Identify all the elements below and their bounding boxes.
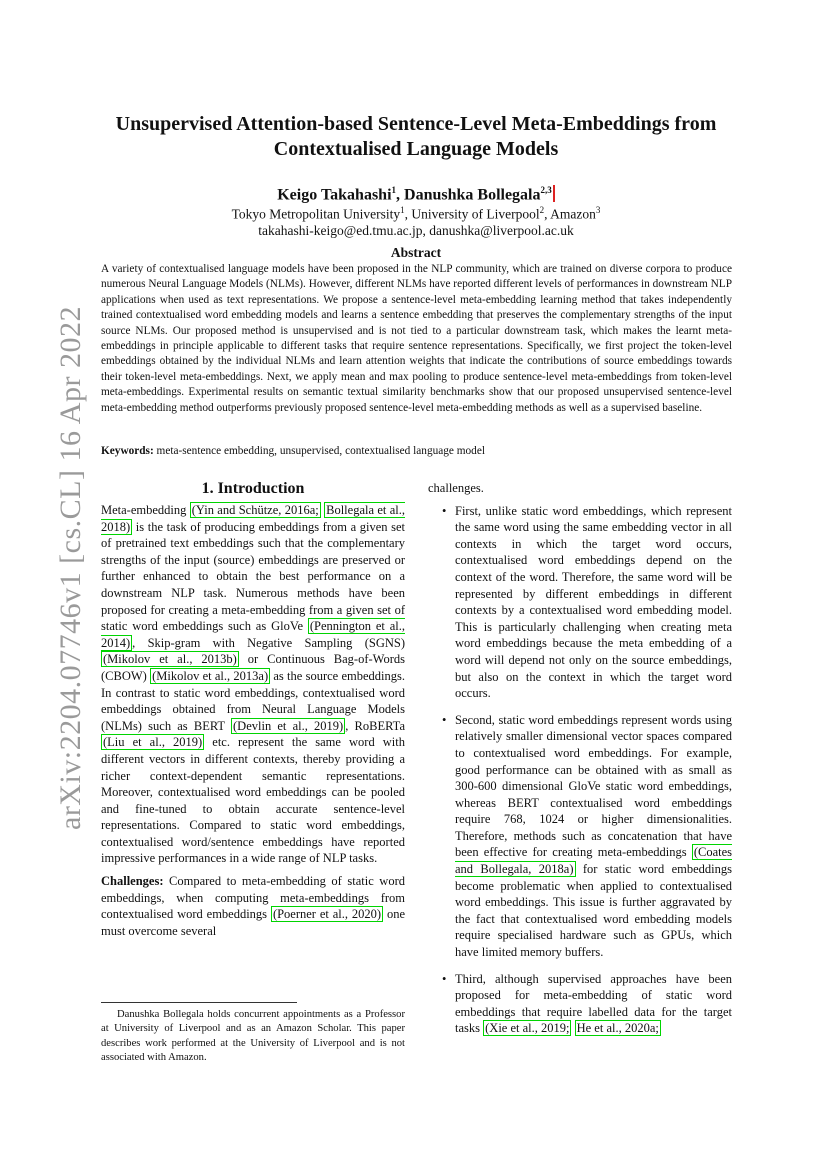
affiliation-3: , Amazon [544,206,596,222]
text-run: is the task of producing embeddings from a given set of pretrained text embeddings such that the complementary strengths of the input (source) embeddings are preserved or further enhanced to obtain the best performance on a downstream NLP task. Numerous methods have been proposed for creating a meta-embedding from a given set of static word embeddings such as GloVe [101,519,405,634]
citation-link[interactable]: (Yin and Schütze, 2016a; [191,503,319,517]
citation-link[interactable]: (Liu et al., 2019) [103,735,203,750]
paper-title: Unsupervised Attention-based Sentence-Level Meta-Embeddings from Contextualised Language Models [115,113,717,160]
abstract-text: A variety of contextualised language models have been proposed in the NLP community, which are trained on diverse corpora to produce numerous Neural Language Models (NLMs). However, different NLMs have reported different levels of performances in downstream NLP applications when used as text representations. We propose a sentence-level meta-embedding learning method that takes independently trained contextualised word embedding models and learns a sentence embedding that preserves the complementary strengths of the input source NLMs. Our proposed method is unsupervised and is not tied to a particular downstream task, which makes the learnt meta-embeddings in principle applicable to different tasks that require sentence representations. Specifically, we first project the token-level embeddings obtained by the individual NLMs and learn attention weights that indicate the contributions of source embeddings towards their token-level meta-embeddings. Next, we apply mean and max pooling to produce sentence-level meta-embeddings from token-level meta-embeddings. Experimental results on semantic textual similarity benchmarks show that our proposed unsupervised sentence-level meta-embedding method outperforms previously proposed sentence-level meta-embedding methods as well as a supervised baseline. [101,263,732,414]
citation-link[interactable]: (Devlin et al., 2019) [233,718,344,733]
affiliation-1-mark: 1 [400,205,405,215]
citation-link[interactable]: (Xie et al., 2019; [485,1021,570,1036]
author-1: Keigo Takahashi [277,186,392,204]
abstract-heading: Abstract [390,245,442,260]
challenges-list [428,503,732,1037]
citation-link[interactable]: (Mikolov et al., 2013a) [152,668,269,683]
author-2: Danushka Bollegala [404,186,541,204]
text-run: Third, although supervised approaches have been proposed for meta-embedding of static word embeddings that require labelled data for the target tasks [455,971,732,1036]
citation-link[interactable]: He et al., 2020a; [576,1021,659,1036]
text-run: Meta-embedding [101,503,190,517]
citation-link[interactable]: Bollegala et al., 2018) [101,503,405,534]
section-heading-introduction: 1. Introduction [201,480,305,497]
affiliation-3-mark: 3 [595,205,601,215]
arxiv-side-stamp [18,306,87,830]
author-separator: , [396,186,405,204]
arxiv-identifier: arXiv:2204.07746v1 [cs.CL] 16 Apr 2022 [54,306,87,830]
challenges-label: Challenges: [101,874,164,889]
affiliation-2-mark: 2 [539,205,545,215]
author-line [100,185,732,204]
right-column [428,480,732,1047]
text-run: as the source embeddings. In contrast to static word embeddings, contextualised word embeddings obtained from Neural Language Models (NLMs) such as BERT [101,668,405,733]
list-item [428,971,732,1037]
text-run: one must overcome several [101,907,405,938]
author-2-affiliation-mark: 2,3 [540,185,552,195]
affiliation-1: Tokyo Metropolitan University [231,206,401,222]
text-run: etc. represent the same word with different vectors in different contexts, thereby providing a richer context-dependent semantic representations. Moreover, contextualised word embeddings can be pooled and fine-tuned to obtain accurate sentence-level representations. Compared to static word embeddings, contextualised word/sentence embeddings have reported impressive performances in a wide range of NLP tasks. [101,735,405,866]
author-emails: takahashi-keigo@ed.tmu.ac.jp, danushka@liverpool.ac.uk [258,223,574,238]
affiliation-2: , University of Liverpool [404,206,540,222]
keywords-label: Keywords: [101,445,154,457]
intro-paragraph-1 [101,502,405,867]
left-column [101,480,405,945]
keywords-text: meta-sentence embedding, unsupervised, contextualised language model [153,445,485,457]
text-run: Compared to meta-embedding of static word embeddings, when computing meta-embeddings from contextualised word embeddings [101,874,405,922]
text-run: for static word embeddings become problematic when applied to contextualised word embeddings. This issue is further aggravated by the fact that contextualised word embedding models require specialised hardware such as GPUs, which have limited memory buffers. [455,862,732,960]
bullet-icon: • [442,503,447,518]
text-cursor [553,185,555,202]
citation-link[interactable]: (Coates and Bollegala, 2018a) [455,845,732,877]
footnote: Danushka Bollegala holds concurrent appointments as a Professor at University of Liverpool and as an Amazon Scholar. This paper describes work performed at the University of Liverpool and is not associated with Amazon. [101,1009,405,1064]
affiliations [100,205,732,223]
footnote-divider [101,1002,297,1003]
author-1-affiliation-mark: 1 [391,185,397,195]
text-run: Second, static word embeddings represent words using relatively smaller dimensional vector spaces compared to contextualised word embeddings. For example, good performance can be obtained with as small as 300-600 dimensional GloVe static word embeddings, whereas BERT contextualised word embeddings require 768, 1024 or higher dimensionalities. Therefore, methods such as concatenation that have been effective for creating meta-embeddings [455,712,732,860]
list-item-text: First, unlike static word embeddings, which represent the same word using the same embedding vector in all contexts in which the target word occurs, contextualised word embeddings depend on the context of the word. Therefore, the same word will be represented by different embeddings in different contexts by a contextualised word embedding model. This is particularly challenging when creating meta word embeddings because the meta embedding of a word will depend not only on the source embeddings, but also on the context in which the target word occurs. [455,503,732,701]
text-run: or Continuous Bag-of-Words (CBOW) [101,652,405,683]
keywords [101,445,732,457]
continued-text: challenges. [428,481,484,495]
citation-link[interactable]: (Pennington et al., 2014) [101,619,405,650]
text-run: , RoBERTa [345,718,405,733]
bullet-icon: • [442,971,447,986]
citation-link[interactable]: (Poerner et al., 2020) [272,907,382,922]
text-run: , Skip-gram with Negative Sampling (SGNS) [132,635,405,650]
list-item [428,712,732,961]
citation-link[interactable]: (Mikolov et al., 2013b) [103,652,237,667]
bullet-icon: • [442,712,447,727]
list-item [428,503,732,702]
intro-paragraph-2 [101,873,405,939]
